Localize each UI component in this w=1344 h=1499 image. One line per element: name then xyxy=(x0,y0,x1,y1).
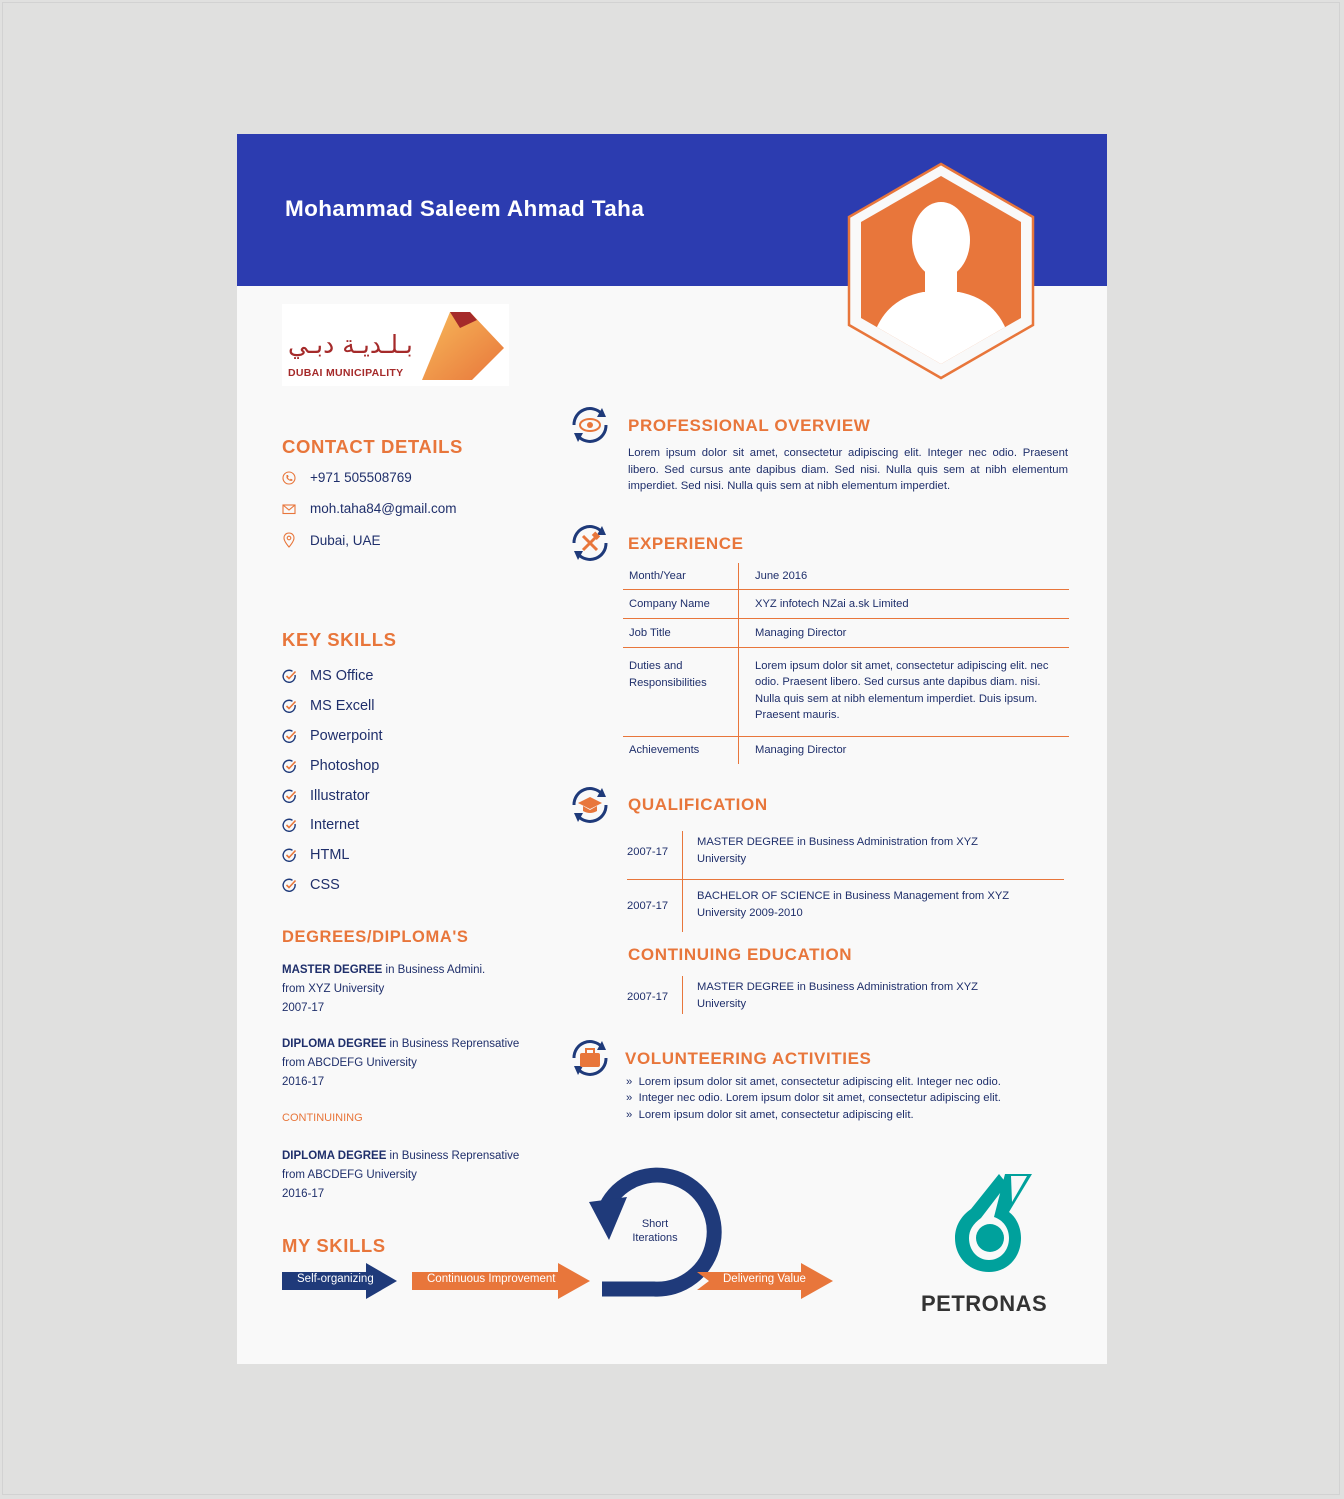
phone-value: +971 505508769 xyxy=(310,470,412,485)
exp-label: Month/Year xyxy=(623,563,739,589)
overview-title: PROFESSIONAL OVERVIEW xyxy=(628,416,871,435)
exp-label: Achievements xyxy=(623,736,739,764)
step-self-organizing: Self-organizing xyxy=(297,1273,374,1285)
qualification-title: QUALIFICATION xyxy=(628,795,768,814)
cycle-label-line1: Short xyxy=(641,1218,669,1230)
degree-1-field: in Business Admini. xyxy=(382,964,486,976)
phone-icon xyxy=(282,471,296,485)
location-value: Dubai, UAE xyxy=(310,532,381,548)
cycle-label xyxy=(629,1217,681,1245)
exp-value: Lorem ipsum dolor sit amet, consectetur adipiscing elit. nec odio. Praesent libero. Sed cursus ante dapibus diam. nisi. Nulla quis sem at nibh elementum imperdiet. Duis ipsum. Praesent mauris. xyxy=(739,647,1070,736)
email-value: moh.taha84@gmail.com xyxy=(310,501,457,516)
check-circle-icon xyxy=(282,729,297,744)
exp-label: Company Name xyxy=(623,589,739,618)
skill-item xyxy=(282,877,340,893)
contact-title: CONTACT DETAILS xyxy=(282,436,463,457)
skill-label: Illustrator xyxy=(310,788,370,804)
qualification-text: MASTER DEGREE in Business Administration from XYZ University xyxy=(697,836,979,865)
exp-value: Managing Director xyxy=(739,618,1070,647)
skill-label: HTML xyxy=(310,847,350,863)
volunteering-item xyxy=(626,1109,914,1121)
exp-row-achievements xyxy=(623,736,1069,764)
location-pin-icon xyxy=(282,532,296,548)
profile-photo xyxy=(841,160,1041,385)
qualification-year: 2007-17 xyxy=(627,900,669,912)
exp-row-month xyxy=(623,563,1069,589)
person-name: Mohammad Saleem Ahmad Taha xyxy=(285,196,645,221)
check-circle-icon xyxy=(282,759,297,774)
bullet-icon: » xyxy=(626,1109,633,1121)
skill-item xyxy=(282,698,374,714)
degree-1-name: MASTER DEGREE xyxy=(282,964,383,976)
resume-page xyxy=(237,134,1107,1364)
check-circle-icon xyxy=(282,878,297,893)
skill-label: MS Office xyxy=(310,668,374,684)
check-circle-icon xyxy=(282,818,297,833)
contact-phone[interactable] xyxy=(282,470,412,485)
briefcase-icon xyxy=(569,1037,611,1079)
key-skills-title: KEY SKILLS xyxy=(282,629,397,650)
qualification-divider xyxy=(682,880,683,932)
eye-icon xyxy=(569,404,611,446)
skill-item xyxy=(282,758,379,774)
exp-row-job-title xyxy=(623,618,1069,647)
continuing-education-divider xyxy=(682,976,683,1014)
dubai-municipality-logo xyxy=(282,304,509,386)
exp-row-duties xyxy=(623,647,1069,736)
bullet-icon: » xyxy=(626,1076,633,1088)
check-circle-icon xyxy=(282,848,297,863)
cycle-label-line2: Iterations xyxy=(632,1232,678,1244)
skill-label: Photoshop xyxy=(310,758,380,774)
check-circle-icon xyxy=(282,789,297,804)
experience-title: EXPERIENCE xyxy=(628,534,744,553)
volunteering-text: Lorem ipsum dolor sit amet, consectetur adipiscing elit. xyxy=(638,1109,914,1121)
petronas-logo-icon xyxy=(937,1174,1047,1274)
qualification-text: BACHELOR OF SCIENCE in Business Management from XYZ University 2009-2010 xyxy=(697,890,1010,919)
dubai-english-text: DUBAI MUNICIPALITY xyxy=(288,367,404,379)
skill-label: CSS xyxy=(310,877,340,893)
petronas-wordmark: PETRONAS xyxy=(921,1291,1048,1316)
qualification-item-1 xyxy=(627,831,1064,879)
degree-entry-1 xyxy=(282,961,485,1018)
degree-3-years: 2016-17 xyxy=(282,1188,325,1200)
degree-3-field: in Business Reprensative xyxy=(386,1150,520,1162)
degree-3-from: from ABCDEFG University xyxy=(282,1169,417,1181)
experience-table xyxy=(623,563,1069,764)
skill-item xyxy=(282,668,373,684)
skill-label: Powerpoint xyxy=(310,728,383,744)
degree-entry-2 xyxy=(282,1035,519,1092)
step-delivering-value: Delivering Value xyxy=(723,1273,806,1285)
exp-row-company xyxy=(623,589,1069,618)
exp-value: Managing Director xyxy=(755,744,847,757)
degree-2-years: 2016-17 xyxy=(282,1076,325,1088)
skill-item xyxy=(282,847,349,863)
degree-3-name: DIPLOMA DEGREE xyxy=(282,1150,387,1162)
contact-location xyxy=(282,532,381,548)
qualification-divider xyxy=(682,831,683,879)
skill-item xyxy=(282,788,370,804)
overview-text: Lorem ipsum dolor sit amet, consectetur adipiscing elit. Integer nec odio. Praesent libero. Sed cursus ante dapibus diam. Sed nisi. Nulla quis sem at nibh elementum imperdiet. Sed nisi. Nulla quis sem at nibh elementum imperdiet. xyxy=(628,447,1068,492)
step-continuous-improvement: Continuous Improvement xyxy=(427,1273,556,1285)
check-circle-icon xyxy=(282,669,297,684)
qualification-item-2 xyxy=(627,880,1064,932)
skill-label: MS Excell xyxy=(310,698,375,714)
graduation-cap-icon xyxy=(569,784,611,826)
skill-item xyxy=(282,728,383,744)
continuing-education-item xyxy=(627,976,1064,1014)
exp-value: June 2016 xyxy=(739,563,1070,589)
continuing-education-title: CONTINUING EDUCATION xyxy=(628,945,853,964)
contact-email[interactable] xyxy=(282,501,457,516)
qualification-year: 2007-17 xyxy=(627,846,669,858)
avatar-icon xyxy=(841,160,1041,380)
degree-2-field: in Business Reprensative xyxy=(386,1038,520,1050)
degree-1-from: from XYZ University xyxy=(282,983,385,995)
my-skills-title: MY SKILLS xyxy=(282,1235,386,1256)
exp-label: Duties and Responsibilities xyxy=(623,647,739,736)
volunteering-item xyxy=(626,1076,1001,1088)
check-circle-icon xyxy=(282,699,297,714)
bullet-icon: » xyxy=(626,1092,633,1104)
degree-1-years: 2007-17 xyxy=(282,1002,325,1014)
tools-icon xyxy=(569,522,611,564)
degree-entry-3 xyxy=(282,1147,519,1204)
degree-2-from: from ABCDEFG University xyxy=(282,1057,417,1069)
exp-value: XYZ infotech NZai a.sk Limited xyxy=(739,589,1070,618)
degrees-title: DEGREES/DIPLOMA'S xyxy=(282,928,469,946)
volunteering-title: VOLUNTEERING ACTIVITIES xyxy=(625,1049,872,1068)
continuing-education-text: MASTER DEGREE in Business Administration from XYZ University xyxy=(697,981,979,1010)
volunteering-text: Lorem ipsum dolor sit amet, consectetur adipiscing elit. Integer nec odio. xyxy=(638,1076,1001,1088)
dubai-arabic-text: بـلـديـة دبـي xyxy=(288,330,413,359)
exp-label: Job Title xyxy=(623,618,739,647)
mail-icon xyxy=(282,502,296,516)
skill-label: Internet xyxy=(310,817,360,833)
continuing-label: CONTINUINING xyxy=(282,1112,363,1124)
continuing-education-year: 2007-17 xyxy=(627,991,669,1003)
skill-item xyxy=(282,817,359,833)
volunteering-text: Integer nec odio. Lorem ipsum dolor sit amet, consectetur adipiscing elit. xyxy=(638,1092,1001,1104)
degree-2-name: DIPLOMA DEGREE xyxy=(282,1038,387,1050)
volunteering-item xyxy=(626,1092,1001,1104)
